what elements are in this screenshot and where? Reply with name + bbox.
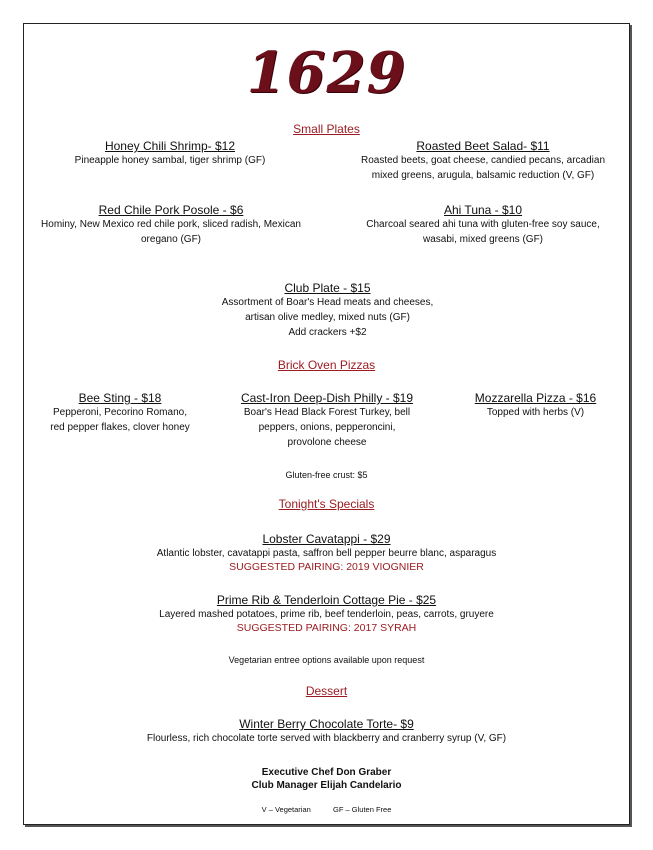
menu-item-prime-rib-cottage-pie [40,593,613,634]
item-title: Bee Sting - $18 [78,391,162,405]
item-desc: Boar's Head Black Forest Turkey, bell [243,407,411,418]
menu-item-winter-berry-torte [40,717,613,746]
section-small-plates: Small Plates [293,122,360,136]
menu-item-cast-iron-philly [222,391,432,450]
vegetarian-note: Vegetarian entree options available upon request [228,655,425,665]
menu-item-bee-sting [40,391,200,435]
suggested-pairing: SUGGESTED PAIRING: 2017 SYRAH [236,622,417,634]
suggested-pairing: SUGGESTED PAIRING: 2019 VIOGNIER [229,561,424,573]
item-desc: artisan olive medley, mixed nuts (GF) [245,312,410,323]
item-desc: Pineapple honey sambal, tiger shrimp (GF) [74,155,266,166]
item-desc: Assortment of Boar's Head meats and cheeses, [221,297,434,308]
item-desc: Roasted beets, goat cheese, candied pecans, arcadian [360,155,606,166]
item-title: Club Plate - $15 [284,281,371,295]
restaurant-logo: 1629 [246,40,407,106]
section-dessert: Dessert [305,684,348,698]
item-title: Ahi Tuna - $10 [443,203,523,217]
legend-vegetarian: V – Vegetarian [261,805,311,814]
menu-item-roasted-beet-salad [348,139,618,183]
staff-credits [0,766,653,792]
menu-item-red-chile-pork-posole [30,203,312,247]
menu-item-mozzarella-pizza [458,391,613,420]
gluten-free-crust-note: Gluten-free crust: $5 [285,470,368,480]
item-desc: Flourless, rich chocolate torte served with blackberry and cranberry syrup (V, GF) [146,733,507,744]
item-desc: Topped with herbs (V) [486,407,585,418]
executive-chef: Executive Chef Don Graber [261,767,392,778]
item-title: Winter Berry Chocolate Torte- $9 [239,717,414,731]
item-title: Honey Chili Shrimp- $12 [104,139,236,153]
item-title: Lobster Cavatappi - $29 [262,532,391,546]
legend-gluten-free: GF – Gluten Free [333,805,392,814]
item-title: Mozzarella Pizza - $16 [474,391,597,405]
item-desc: Layered mashed potatoes, prime rib, beef tenderloin, peas, carrots, gruyere [159,609,494,620]
item-title: Cast-Iron Deep-Dish Philly - $19 [240,391,414,405]
item-desc: red pepper flakes, clover honey [50,422,190,433]
item-title: Roasted Beet Salad- $11 [416,139,550,153]
section-tonights-specials: Tonight's Specials [278,497,375,511]
menu-item-lobster-cavatappi [40,532,613,573]
item-title: Red Chile Pork Posole - $6 [98,203,244,217]
club-manager: Club Manager Elijah Candelario [251,780,402,791]
item-desc: provolone cheese [287,437,367,448]
item-desc: Hominy, New Mexico red chile pork, sliced radish, Mexican [41,219,301,230]
item-desc: wasabi, mixed greens (GF) [422,234,544,245]
menu-item-honey-chili-shrimp [40,139,300,168]
item-desc: Pepperoni, Pecorino Romano, [53,407,187,418]
dietary-legend [0,805,653,814]
item-title: Prime Rib & Tenderloin Cottage Pie - $25 [216,593,437,607]
item-desc: Atlantic lobster, cavatappi pasta, saffron bell pepper beurre blanc, asparagus [156,548,497,559]
item-desc: oregano (GF) [140,234,202,245]
section-brick-oven-pizzas: Brick Oven Pizzas [277,358,376,372]
menu-item-ahi-tuna [353,203,613,247]
item-desc: Charcoal seared ahi tuna with gluten-free soy sauce, [366,219,600,230]
item-desc: peppers, onions, pepperoncini, [258,422,396,433]
menu-item-club-plate [180,281,475,340]
item-desc: mixed greens, arugula, balsamic reduction (V, GF) [371,170,595,181]
item-desc: Add crackers +$2 [288,327,367,338]
